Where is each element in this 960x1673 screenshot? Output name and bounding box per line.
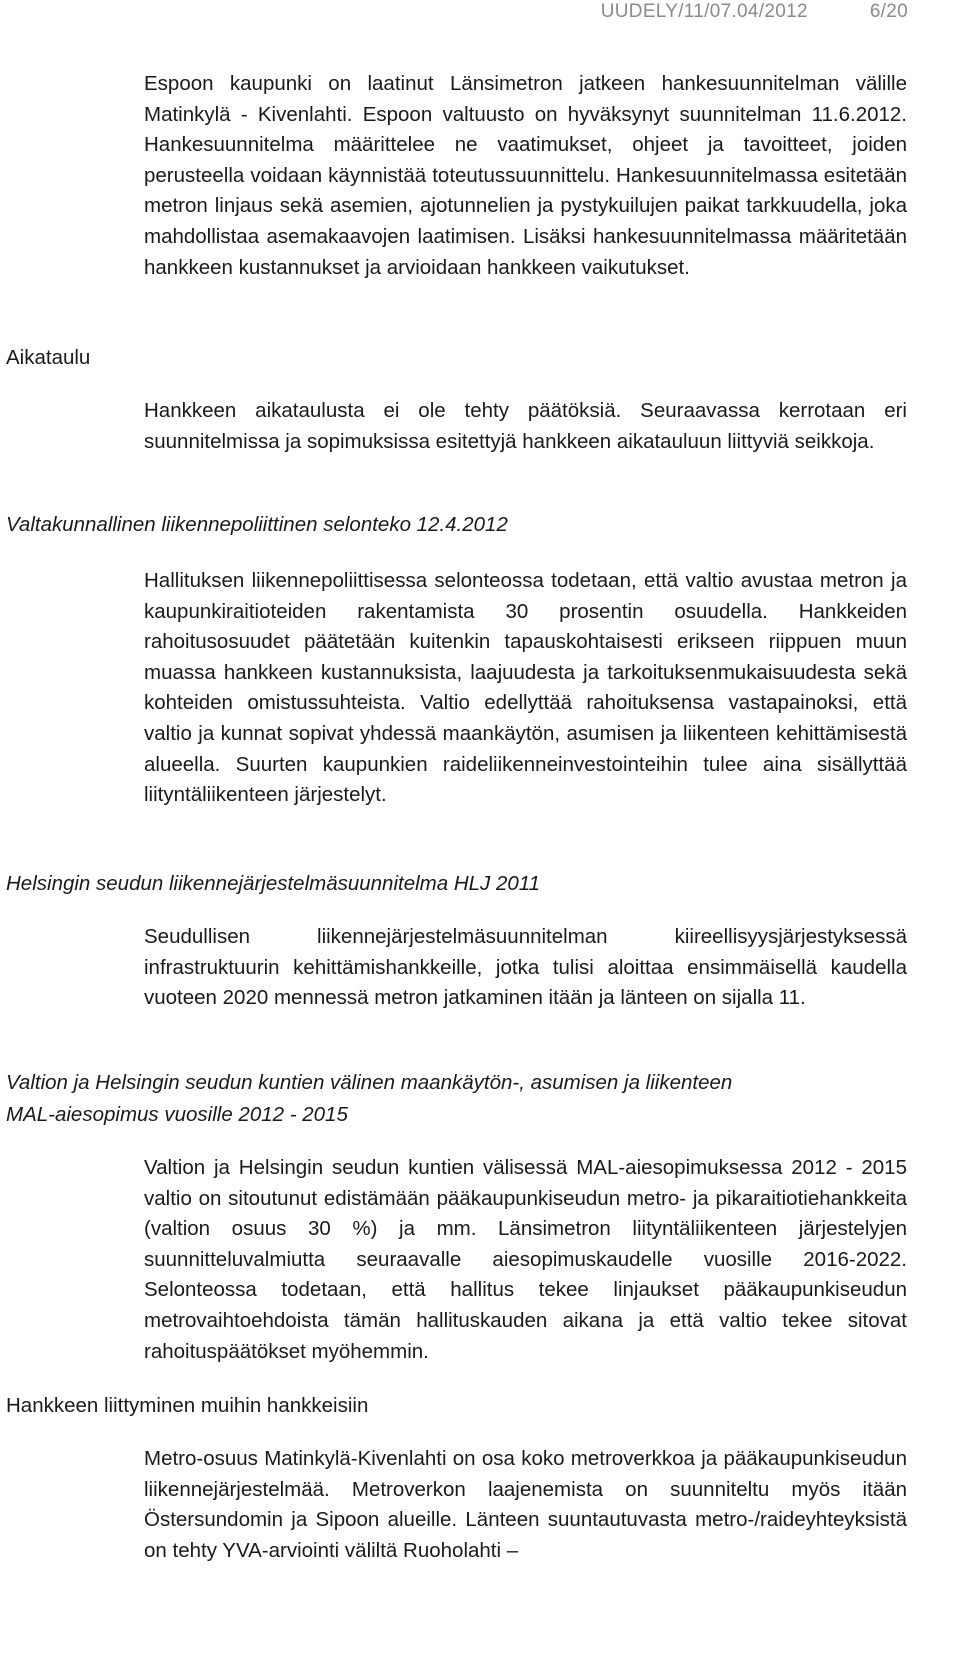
mal-paragraph: Valtion ja Helsingin seudun kuntien välisessä MAL-aiesopimuksessa 2012 - 2015 valtio on sitoutunut edistämään pääkaupunkiseudun metro- ja pikaraitiotiehankkeita (valtion osuus 30 %) ja mm. Länsimetron liityntäliikenteen järjestelyjen suunnitteluvalmiutta seuraavalle aiesopimuskaudelle vuosille 2016-2022. Selonteossa todetaan, että hallitus tekee linjaukset pääkaupunkiseudun metrovaihtoehdoista tämän hallituskauden aikana ja että valtio tekee sitovat rahoituspäätökset myöhemmin. xyxy=(144,1156,907,1363)
hlj-paragraph: Seudullisen liikennejärjestelmäsuunnitelman kiireellisyysjärjestyksessä infrastruktuurin kehittämishankkeille, jotka tulisi aloittaa ensimmäisellä kaudella vuoteen 2020 mennessä metron jatkaminen itään ja länteen on sijalla 11. xyxy=(144,925,907,1010)
muut-hankkeet-heading: Hankkeen liittyminen muihin hankkeisiin xyxy=(6,1394,369,1417)
document-reference: UUDELY/11/07.04/2012 xyxy=(600,1,808,22)
aikataulu-paragraph: Hankkeen aikataulusta ei ole tehty päätöksiä. Seuraavassa kerrotaan eri suunnitelmissa ja sopimuksissa esitettyjä hankkeen aikatauluun liittyviä seikkoja. xyxy=(144,399,907,453)
hlj-heading: Helsingin seudun liikennejärjestelmäsuunnitelma HLJ 2011 xyxy=(6,872,541,895)
selonteko-heading: Valtakunnallinen liikennepoliittinen selonteko 12.4.2012 xyxy=(6,513,508,536)
selonteko-paragraph: Hallituksen liikennepoliittisessa selonteossa todetaan, että valtio avustaa metron ja kaupunkiraitioteiden rakentamista 30 prosentin osuudella. Hankkeiden rahoitusosuudet päätetään kuitenkin tapauskohtaisesti erikseen riippuen muun muassa hankkeen kustannuksista, laajuudesta ja tarkoituksenmukaisuudesta sekä kohteiden omistussuhteista. Valtio edellyttää rahoituksensa vastapainoksi, että valtio ja kunnat sopivat yhdessä maankäytön, asumisen ja liikenteen kehittämisestä alueella. Suurten kaupunkien raideliikenneinvestointeihin tulee aina sisällyttää liityntäliikenteen järjestelyt. xyxy=(144,569,907,807)
mal-heading-line-1: Valtion ja Helsingin seudun kuntien välinen maankäytön-, asumisen ja liikenteen xyxy=(6,1071,733,1094)
muut-hankkeet-paragraph: Metro-osuus Matinkylä-Kivenlahti on osa koko metroverkkoa ja pääkaupunkiseudun liikennejärjestelmää. Metroverkon laajenemista on suunniteltu myös itään Östersundomin ja Sipoon alueille. Länteen suuntautuvasta metro-/raideyhteyksistä on tehty YVA-arviointi väliltä Ruoholahti – xyxy=(144,1447,907,1562)
intro-paragraph: Espoon kaupunki on laatinut Länsimetron jatkeen hankesuunnitelman välille Matinkylä - Kivenlahti. Espoon valtuusto on hyväksynyt suunnitelman 11.6.2012. Hankesuunnitelma määrittelee ne vaatimukset, ohjeet ja tavoitteet, joiden perusteella voidaan käynnistää toteutussuunnittelu. Hankesuunnitelmassa esitetään metron linjaus sekä asemien, ajotunnelien ja pystykuilujen paikat tarkkuudella, joka mahdollistaa asemakaavojen laatimisen. Lisäksi hankesuunnitelmassa määritetään hankkeen kustannukset ja arvioidaan hankkeen vaikutukset. xyxy=(144,72,907,279)
page-header xyxy=(601,0,908,24)
mal-heading xyxy=(6,1067,906,1131)
page-number: 6/20 xyxy=(869,1,908,22)
mal-heading-line-2: MAL-aiesopimus vuosille 2012 - 2015 xyxy=(6,1103,348,1126)
aikataulu-label: Aikataulu xyxy=(6,346,91,369)
